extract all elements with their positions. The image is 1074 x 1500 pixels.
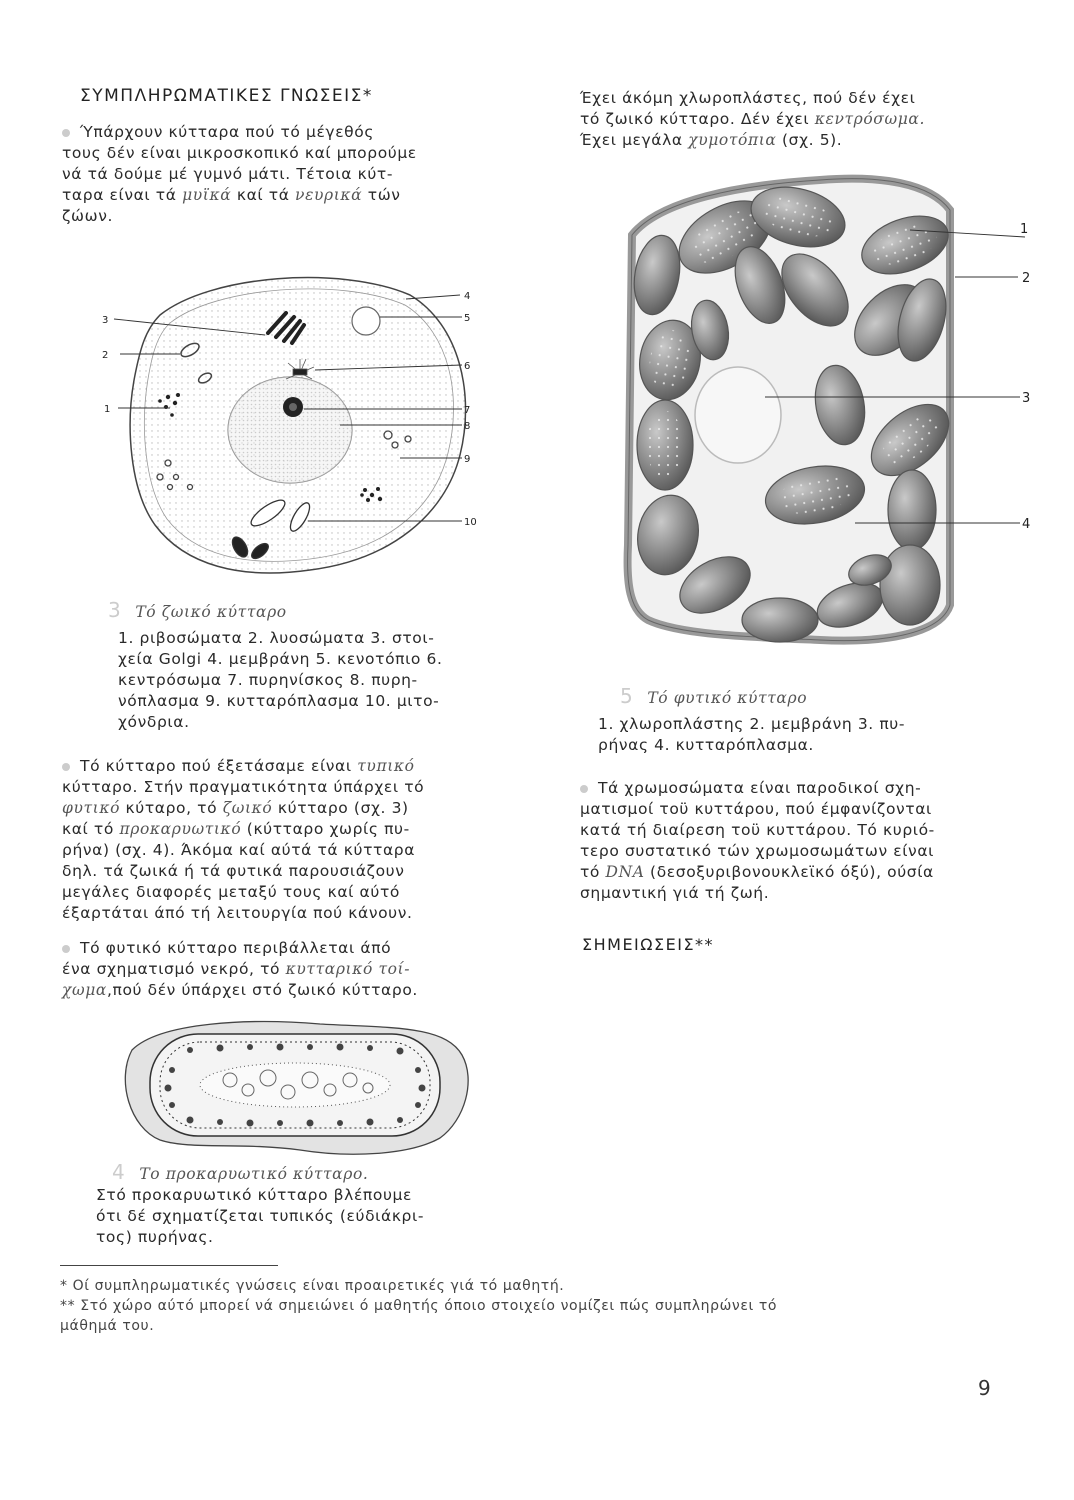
typical-line-2: κύτταρο. Στήν πραγματικότητα ύπάρχει τό (62, 778, 425, 796)
chromo-line-5b: (δεσοξυριβονουκλεϊκό όξύ), ούσία (644, 863, 934, 881)
intro-line-2: τους δέν είναι μικροσκοπικό καί μπορούμε (62, 144, 417, 162)
fig4-number: 4 (112, 1160, 126, 1184)
typical-line-4b: (κύτταρο χωρίς πυ- (241, 820, 410, 838)
animal-cell-figure (90, 255, 490, 600)
footnote-2: ** Στό χώρο αύτό μπορεί νά σημειώνει ό μαθητής όποιο στοιχείο νομίζει πώς συμπληρώνει τό (60, 1298, 778, 1314)
typical-line-5: ρήνα) (σχ. 4). Άκόμα καί αύτά τά κύτταρα (62, 841, 416, 859)
plant-wall-line-1: Τό φυτικό κύτταρο περιβάλλεται άπό (80, 939, 392, 957)
footnote-rule (60, 1265, 278, 1266)
intro-term-muscle: μυϊκά (182, 186, 232, 204)
fig3-legend-line-2: χεία Golgi 4. μεμβράνη 5. κενοτόπιο 6. (118, 650, 443, 668)
fig3-label-5: 5 (464, 313, 471, 324)
typical-line-3a: κύταρο, τό (120, 799, 223, 817)
fig3-number: 3 (108, 598, 122, 622)
footnote-2-cont: μάθημά του. (60, 1318, 155, 1334)
fig5-legend-line-2: ρήνας 4. κυτταρόπλασμα. (598, 736, 814, 754)
fig3-label-8: 8 (464, 421, 471, 432)
fig5-label-2: 2 (1022, 271, 1031, 286)
fig3-legend-line-5: χόνδρια. (118, 713, 190, 731)
fig5-legend (598, 714, 1018, 756)
fig3-label-3: 3 (102, 315, 109, 326)
bullet-icon (580, 785, 588, 793)
chromo-line-3: κατά τή διαίρεση τοϋ κυττάρου. Τό κυριό- (580, 821, 935, 839)
fig3-label-10: 10 (464, 517, 477, 528)
cell-wall-term-cont: χωμα (62, 981, 107, 999)
fig4-caption (112, 1162, 522, 1185)
intro-line-4a: ταρα είναι τά (62, 186, 183, 204)
notes-heading: ΣΗΜΕΙΩΣΕΙΣ** (582, 935, 715, 954)
fig4-text-line-2: ότι δέ σχηματίζεται τυπικός (εύδιάκρι- (96, 1207, 425, 1225)
fig5-label-1: 1 (1020, 222, 1029, 237)
typical-line-1: Τό κύτταρο πού έξετάσαμε είναι (80, 757, 358, 775)
intro-line-4c: τών (362, 186, 401, 204)
fig5-title: Τό φυτικό κύτταρο (647, 689, 808, 707)
vacuole (352, 307, 380, 335)
section-heading: ΣΥΜΠΛΗΡΩΜΑΤΙΚΕΣ ΓΝΩΣΕΙΣ* (80, 86, 373, 106)
right-intro-line-3b: (σχ. 5). (776, 131, 843, 149)
chromo-line-4: τερο συστατικό τών χρωμοσωμάτων είναι (580, 842, 934, 860)
fig3-label-4: 4 (464, 291, 471, 302)
right-intro-line-2a: τό ζωικό κύτταρο. Δέν έχει (580, 110, 815, 128)
intro-line-5: ζώων. (62, 207, 113, 225)
fig5-label-4: 4 (1022, 517, 1031, 532)
fig3-title: Τό ζωικό κύτταρο (135, 603, 287, 621)
typical-term: τυπικό (357, 757, 415, 775)
fig5-caption (620, 686, 1020, 709)
chromo-line-5a: τό (580, 863, 606, 881)
fig3-label-7: 7 (464, 405, 471, 416)
plant-cell-figure (620, 165, 1040, 655)
chromosome-paragraph (580, 778, 1020, 904)
intro-term-nerve: νευρικά (295, 186, 363, 204)
typical-line-6: δηλ. τά ζωικά ή τά φυτικά παρουσιάζουν (62, 862, 405, 880)
intro-line-3: νά τά δούμε μέ γυμνό μάτι. Τέτοια κύτ- (62, 165, 394, 183)
fig3-label-9: 9 (464, 454, 471, 465)
fig5-label-3: 3 (1022, 391, 1031, 406)
right-intro-line-3a: Έχει μεγάλα (580, 131, 689, 149)
fig4-title: Το προκαρυωτικό κύτταρο. (139, 1165, 369, 1183)
fig3-legend-line-3: κεντρόσωμα 7. πυρηνίσκος 8. πυρη- (118, 671, 418, 689)
right-intro-term-vacuoles: χυμοτόπια (688, 131, 777, 149)
typical-line-3b: κύτταρο (σχ. 3) (272, 799, 409, 817)
typical-line-7: μεγάλες διαφορές μεταξύ τους καί αύτό (62, 883, 400, 901)
prokaryotic-cell-figure (120, 1010, 475, 1160)
fig4-text-line-1: Στό προκαρυωτικό κύτταρο βλέπουμε (96, 1186, 412, 1204)
fig4-text (96, 1185, 516, 1248)
fig3-label-2: 2 (102, 350, 109, 361)
right-intro-line-1: Έχει άκόμη χλωροπλάστες, πού δέν έχει (580, 89, 916, 107)
typical-line-4a: καί τό (62, 820, 120, 838)
prokaryote-dna-region (200, 1063, 390, 1107)
dna-term: DNA (605, 863, 645, 881)
fig4-text-line-3: τος) πυρήνας. (96, 1228, 214, 1246)
fig5-legend-line-1: 1. χλωροπλάστης 2. μεμβράνη 3. πυ- (598, 715, 906, 733)
plant-wall-line-2a: ένα σχηματισμό νεκρό, τό (62, 960, 286, 978)
right-intro-paragraph (580, 88, 1000, 151)
chromo-line-2: ματισμοί τοϋ κυττάρου, πού έμφανίζονται (580, 800, 932, 818)
bullet-icon (62, 763, 70, 771)
cell-wall-term: κυτταρικό τοί- (285, 960, 411, 978)
intro-line-1: Ύπάρχουν κύτταρα πού τό μέγεθός (80, 123, 375, 141)
animal-term: ζωικό (222, 799, 273, 817)
prokaryotic-term: προκαρυωτικό (119, 820, 242, 838)
typical-line-8: έξαρτάται άπό τή λειτουργία πού κάνουν. (62, 904, 413, 922)
fig3-legend (118, 628, 513, 733)
footnote-1: * Οί συμπληρωματικές γνώσεις είναι προαιρετικές γιά τό μαθητή. (60, 1278, 565, 1294)
chromo-line-1: Τά χρωμοσώματα είναι παροδικοί σχη- (598, 779, 922, 797)
page-number: 9 (978, 1376, 991, 1400)
plant-wall-line-3: ,πού δέν ύπάρχει στό ζωικό κύτταρο. (106, 981, 418, 999)
plant-wall-paragraph (62, 938, 514, 1001)
fig3-label-1: 1 (104, 404, 111, 415)
right-intro-term-centrosome: κεντρόσωμα. (814, 110, 925, 128)
fig3-legend-line-4: νόπλασμα 9. κυτταρόπλασμα 10. μιτο- (118, 692, 440, 710)
bullet-icon (62, 945, 70, 953)
fig5-number: 5 (620, 684, 634, 708)
plant-term: φυτικό (62, 799, 121, 817)
plant-nucleus (695, 367, 781, 463)
typical-cell-paragraph (62, 756, 514, 924)
bullet-icon (62, 129, 70, 137)
fig3-label-6: 6 (464, 361, 471, 372)
footnotes (60, 1276, 1020, 1336)
intro-line-4b: καί τά (231, 186, 296, 204)
fig3-legend-line-1: 1. ριβοσώματα 2. λυοσώματα 3. στοι- (118, 629, 435, 647)
intro-paragraph (62, 122, 512, 227)
fig3-caption (108, 600, 513, 623)
chromo-line-6: σημαντική γιά τή ζωή. (580, 884, 770, 902)
